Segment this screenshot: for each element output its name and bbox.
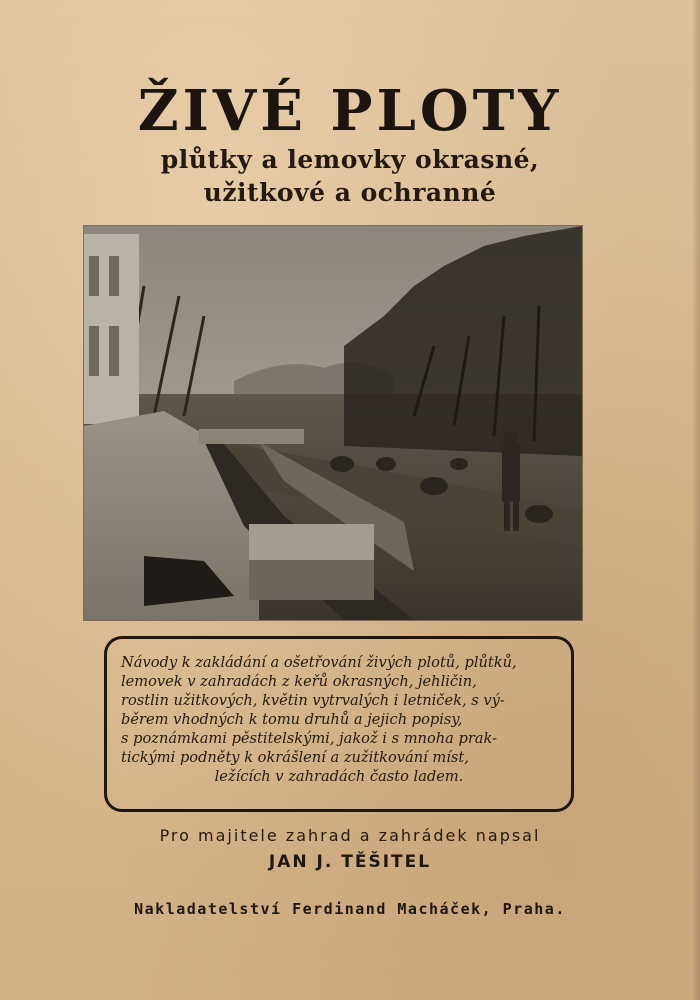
publisher-line: Nakladatelství Ferdinand Macháček, Praha. bbox=[134, 900, 566, 918]
cover-subtitle-line-2: užitkové a ochranné bbox=[203, 178, 497, 207]
description-line-3: rostlin užitkových, květin vytrvalých i letniček, s vý- bbox=[121, 692, 505, 709]
cover-title: ŽIVÉ PLOTY bbox=[137, 78, 563, 144]
author-prefix: Pro majitele zahrad a zahrádek napsal bbox=[159, 826, 541, 845]
description-line-4: běrem vhodných k tomu druhů a jejich popisy, bbox=[121, 711, 463, 728]
description-line-5: s poznámkami pěstitelskými, jakož i s mnoha prak- bbox=[121, 730, 498, 747]
description-line-2: lemovek v zahradách z keřů okrasných, jehličin, bbox=[121, 673, 477, 690]
description-box bbox=[104, 636, 574, 812]
cover-subtitle-line-1: plůtky a lemovky okrasné, bbox=[160, 145, 540, 174]
author-name: JAN J. TĚŠITEL bbox=[268, 852, 432, 872]
description-line-6: tickými podněty k okrášlení a zužitkování míst, bbox=[121, 749, 469, 766]
description-line-7: ležících v zahradách často ladem. bbox=[214, 768, 464, 785]
garden-photograph bbox=[84, 226, 582, 620]
description-line-1: Návody k zakládání a ošetřování živých plotů, plůtků, bbox=[121, 654, 517, 671]
